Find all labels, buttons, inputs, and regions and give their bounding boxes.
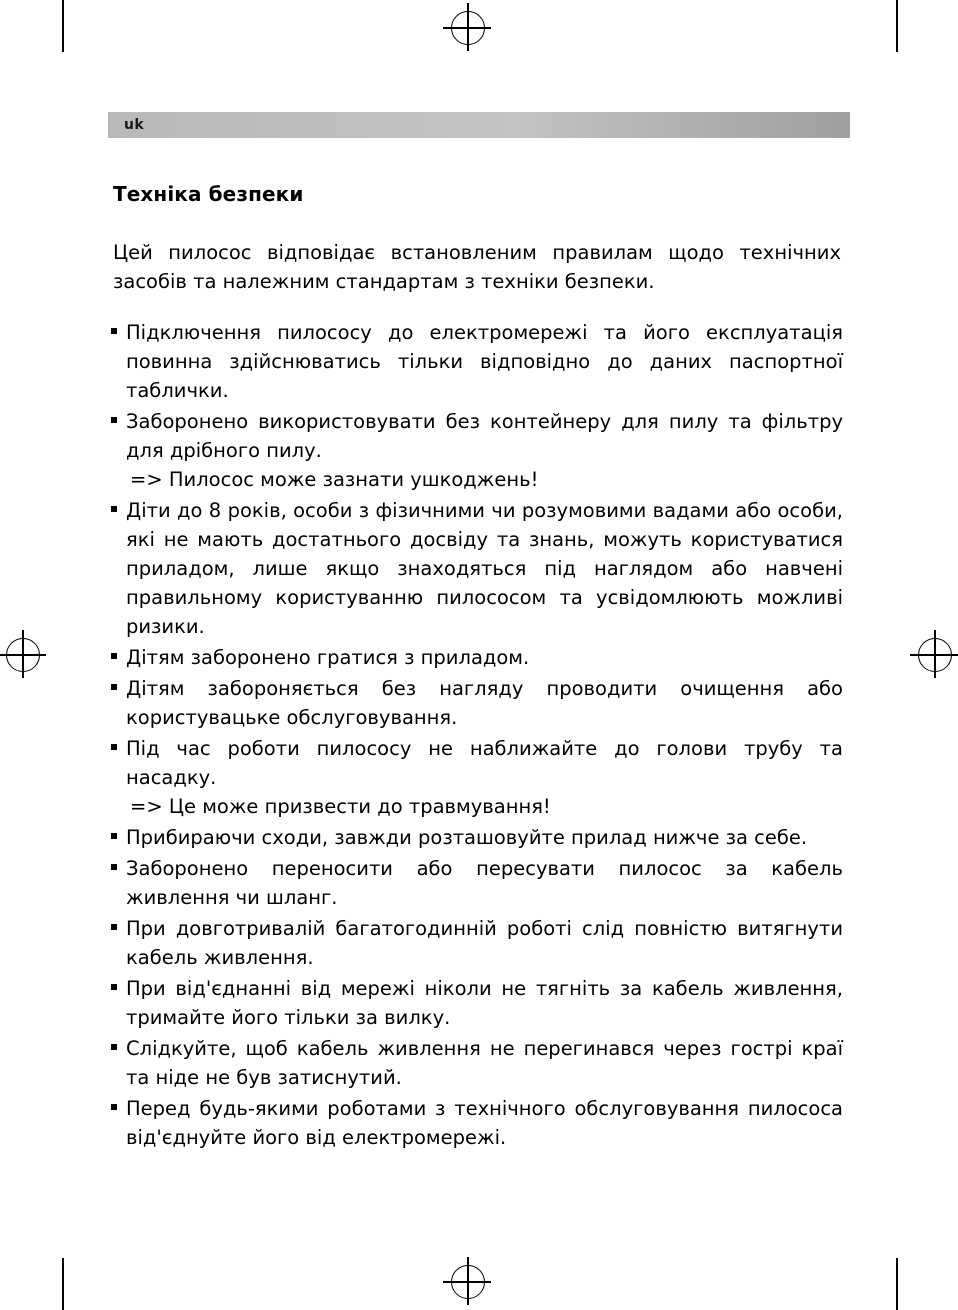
- crop-mark-bottom-right: [896, 1258, 898, 1310]
- bullet-icon: [111, 864, 117, 870]
- crop-mark-top-left: [62, 0, 64, 52]
- list-item-text: Заборонено переносити або пересувати пилосос за кабель живлення чи шланг.: [126, 857, 843, 909]
- list-item-text: Діти до 8 років, особи з фізичними чи розумовими вадами або особи, які не мають достатнього досвіду та знань, можуть користуватися приладом, лише якщо знаходяться під наглядом або навчені правильному користуванню пилососом та усвідомлюють можливі ризики.: [126, 499, 843, 638]
- list-item-text: При довготривалій багатогодинній роботі слід повністю витягнути кабель живлення.: [126, 917, 843, 969]
- bullet-icon: [111, 328, 117, 334]
- list-item-text: Прибираючи сходи, завжди розташовуйте прилад нижче за себе.: [126, 826, 808, 849]
- list-item: [108, 496, 843, 641]
- registration-mark-top: [451, 11, 485, 45]
- page-title: Техніка безпеки: [113, 182, 304, 206]
- bullet-icon: [111, 506, 117, 512]
- safety-instructions-list: [108, 318, 843, 1152]
- list-item: [108, 734, 843, 821]
- list-item: [108, 914, 843, 972]
- bullet-icon: [111, 653, 117, 659]
- list-item-text: Під час роботи пилососу не наближайте до голови трубу та насадку.: [126, 737, 843, 789]
- registration-mark-left: [6, 638, 40, 672]
- list-item: [108, 854, 843, 912]
- registration-mark-right: [918, 638, 952, 672]
- bullet-icon: [111, 924, 117, 930]
- bullet-icon: [111, 833, 117, 839]
- list-item: [108, 974, 843, 1032]
- list-item-text: Заборонено використовувати без контейнеру для пилу та фільтру для дрібного пилу.: [126, 410, 843, 462]
- list-item: [108, 407, 843, 494]
- language-code-label: uk: [124, 117, 145, 133]
- list-item-text: При від'єднанні від мережі ніколи не тягніть за кабель живлення, тримайте його тільки за вилку.: [126, 977, 843, 1029]
- list-item: [108, 318, 843, 405]
- list-item-note: => Пилосос може зазнати ушкоджень!: [130, 468, 539, 491]
- list-item-text: Перед будь-якими роботами з технічного обслуговування пилососа від'єднуйте його від електромережі.: [126, 1097, 843, 1149]
- manual-page: [108, 112, 850, 1154]
- list-item-text: Дітям забороняється без нагляду проводити очищення або користувацьке обслуговування.: [126, 677, 843, 729]
- intro-paragraph: Цей пилосос відповідає встановленим правилам щодо технічних засобів та належним стандартам з техніки безпеки.: [113, 241, 841, 293]
- list-item-text: Підключення пилососу до електромережі та його експлуатація повинна здійснюватись тільки відповідно до даних паспортної таблички.: [126, 321, 843, 402]
- registration-mark-bottom: [451, 1265, 485, 1299]
- list-item: [108, 643, 843, 672]
- bullet-icon: [111, 1104, 117, 1110]
- list-item: [108, 1094, 843, 1152]
- bullet-icon: [111, 1044, 117, 1050]
- list-item-note: => Це може призвести до травмування!: [130, 795, 551, 818]
- list-item-text: Слідкуйте, щоб кабель живлення не перегинався через гострі краї та ніде не був затиснутий.: [126, 1037, 843, 1089]
- list-item: [108, 1034, 843, 1092]
- list-item: [108, 823, 843, 852]
- bullet-icon: [111, 417, 117, 423]
- bullet-icon: [111, 684, 117, 690]
- bullet-icon: [111, 744, 117, 750]
- crop-mark-top-right: [896, 0, 898, 52]
- list-item: [108, 674, 843, 732]
- bullet-icon: [111, 984, 117, 990]
- language-bar: [108, 112, 850, 138]
- list-item-text: Дітям заборонено гратися з приладом.: [126, 646, 530, 669]
- crop-mark-bottom-left: [62, 1258, 64, 1310]
